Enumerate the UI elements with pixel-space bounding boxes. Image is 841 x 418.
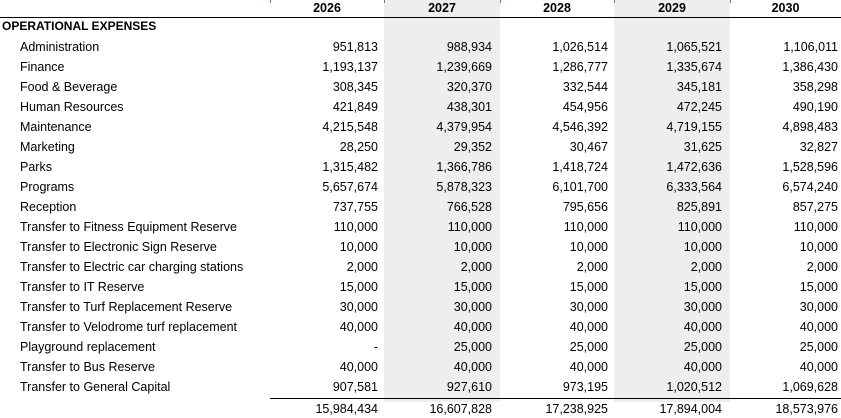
table-row bbox=[0, 177, 841, 197]
table-row bbox=[0, 297, 841, 317]
total-cell[interactable]: 15,984,434 bbox=[315, 402, 378, 416]
value-cell[interactable]: 1,193,137 bbox=[322, 60, 378, 74]
row-label[interactable]: Transfer to Bus Reserve bbox=[20, 360, 156, 374]
value-cell[interactable]: 1,528,596 bbox=[782, 160, 838, 174]
row-label[interactable]: Finance bbox=[20, 60, 65, 74]
table-row bbox=[0, 337, 841, 357]
value-cell[interactable]: 40,000 bbox=[339, 360, 378, 374]
value-cell[interactable]: 10,000 bbox=[569, 240, 608, 254]
value-cell[interactable]: 40,000 bbox=[453, 320, 492, 334]
table-row bbox=[0, 197, 841, 217]
value-cell[interactable]: 332,544 bbox=[562, 80, 608, 94]
value-cell[interactable]: 4,719,155 bbox=[666, 120, 722, 134]
value-cell[interactable]: 1,069,628 bbox=[782, 380, 838, 394]
value-cell[interactable]: 1,239,669 bbox=[436, 60, 492, 74]
value-cell[interactable]: 10,000 bbox=[339, 240, 378, 254]
totals-row bbox=[0, 399, 841, 418]
value-cell[interactable]: 32,827 bbox=[799, 140, 838, 154]
table-row bbox=[0, 317, 841, 337]
value-cell[interactable]: 6,333,564 bbox=[666, 180, 722, 194]
table-row bbox=[0, 237, 841, 257]
value-cell[interactable]: 15,000 bbox=[683, 280, 722, 294]
value-cell[interactable]: 951,813 bbox=[332, 40, 378, 54]
total-cell[interactable]: 18,573,976 bbox=[775, 402, 838, 416]
value-cell[interactable]: 2,000 bbox=[576, 260, 608, 274]
table-row bbox=[0, 137, 841, 157]
year-header-cell[interactable]: 2028 bbox=[543, 1, 571, 15]
value-cell[interactable]: 358,298 bbox=[792, 80, 838, 94]
row-label[interactable]: Transfer to Electric car charging stations bbox=[20, 260, 244, 274]
value-cell[interactable]: 40,000 bbox=[683, 320, 722, 334]
value-cell[interactable]: 40,000 bbox=[569, 320, 608, 334]
year-header-cell[interactable]: 2027 bbox=[428, 1, 456, 15]
value-cell[interactable]: 30,000 bbox=[569, 300, 608, 314]
value-cell[interactable]: 6,101,700 bbox=[552, 180, 608, 194]
value-cell[interactable]: 25,000 bbox=[453, 340, 492, 354]
row-label[interactable]: Playground replacement bbox=[20, 340, 156, 354]
value-cell[interactable]: 1,065,521 bbox=[666, 40, 722, 54]
row-label[interactable]: Reception bbox=[20, 200, 77, 214]
value-cell[interactable]: 40,000 bbox=[453, 360, 492, 374]
value-cell[interactable]: - bbox=[373, 340, 378, 354]
value-cell[interactable]: 10,000 bbox=[453, 240, 492, 254]
value-cell[interactable]: 5,878,323 bbox=[436, 180, 492, 194]
total-cell[interactable]: 17,894,004 bbox=[659, 402, 722, 416]
value-cell[interactable]: 25,000 bbox=[569, 340, 608, 354]
value-cell[interactable]: 454,956 bbox=[562, 100, 608, 114]
value-cell[interactable]: 4,898,483 bbox=[782, 120, 838, 134]
row-label[interactable]: Administration bbox=[20, 40, 100, 54]
year-header-cell[interactable]: 2030 bbox=[771, 1, 800, 15]
value-cell[interactable]: 1,286,777 bbox=[552, 60, 608, 74]
year-header-row bbox=[0, 0, 841, 18]
value-cell[interactable]: 907,581 bbox=[332, 380, 378, 394]
table-row bbox=[0, 157, 841, 177]
value-cell[interactable]: 1,386,430 bbox=[782, 60, 838, 74]
value-cell[interactable]: 10,000 bbox=[799, 240, 838, 254]
value-cell[interactable]: 438,301 bbox=[446, 100, 492, 114]
value-cell[interactable]: 4,215,548 bbox=[322, 120, 378, 134]
total-cell[interactable]: 17,238,925 bbox=[545, 402, 608, 416]
value-cell[interactable]: 973,195 bbox=[562, 380, 608, 394]
table-row bbox=[0, 117, 841, 137]
value-cell[interactable]: 825,891 bbox=[676, 200, 722, 214]
value-cell[interactable]: 40,000 bbox=[799, 320, 838, 334]
value-cell[interactable]: 1,315,482 bbox=[322, 160, 378, 174]
value-cell[interactable]: 2,000 bbox=[690, 260, 722, 274]
value-cell[interactable]: 10,000 bbox=[683, 240, 722, 254]
value-cell[interactable]: 15,000 bbox=[569, 280, 608, 294]
year-header-cell[interactable]: 2029 bbox=[658, 1, 686, 15]
value-cell[interactable]: 110,000 bbox=[333, 220, 378, 234]
value-cell[interactable]: 1,418,724 bbox=[552, 160, 608, 174]
section-title[interactable]: OPERATIONAL EXPENSES bbox=[2, 19, 157, 33]
row-label[interactable]: Human Resources bbox=[20, 100, 124, 114]
value-cell[interactable]: 1,472,636 bbox=[666, 160, 722, 174]
table-row bbox=[0, 217, 841, 237]
row-label[interactable]: Food & Beverage bbox=[20, 80, 118, 94]
value-cell[interactable]: 1,106,011 bbox=[783, 40, 838, 54]
row-label[interactable]: Programs bbox=[20, 180, 75, 194]
row-label[interactable]: Transfer to Turf Replacement Reserve bbox=[20, 300, 233, 314]
value-cell[interactable]: 15,000 bbox=[339, 280, 378, 294]
value-cell[interactable]: 421,849 bbox=[332, 100, 378, 114]
value-cell[interactable]: 1,026,514 bbox=[552, 40, 608, 54]
row-label[interactable]: Transfer to General Capital bbox=[20, 380, 171, 394]
value-cell[interactable]: 40,000 bbox=[339, 320, 378, 334]
value-cell[interactable]: 110,000 bbox=[677, 220, 722, 234]
value-cell[interactable]: 6,574,240 bbox=[782, 180, 838, 194]
total-cell[interactable]: 16,607,828 bbox=[429, 402, 492, 416]
year-header-cell[interactable]: 2026 bbox=[313, 1, 341, 15]
value-cell[interactable]: 795,656 bbox=[562, 200, 608, 214]
value-cell[interactable]: 110,000 bbox=[793, 220, 838, 234]
value-cell[interactable]: 25,000 bbox=[799, 340, 838, 354]
value-cell[interactable]: 30,000 bbox=[453, 300, 492, 314]
table-row bbox=[0, 37, 841, 57]
value-cell[interactable]: 2,000 bbox=[460, 260, 492, 274]
value-cell[interactable]: 737,755 bbox=[332, 200, 378, 214]
value-cell[interactable]: 110,000 bbox=[563, 220, 608, 234]
value-cell[interactable]: 4,546,392 bbox=[552, 120, 608, 134]
value-cell[interactable]: 40,000 bbox=[799, 360, 838, 374]
value-cell[interactable]: 30,467 bbox=[569, 140, 608, 154]
value-cell[interactable]: 31,625 bbox=[683, 140, 722, 154]
value-cell[interactable]: 2,000 bbox=[806, 260, 838, 274]
row-label[interactable]: Transfer to Velodrome turf replacement bbox=[20, 320, 237, 334]
value-cell[interactable]: 857,275 bbox=[792, 200, 838, 214]
value-cell[interactable]: 2,000 bbox=[346, 260, 378, 274]
value-cell[interactable]: 5,657,674 bbox=[322, 180, 378, 194]
row-label[interactable]: Parks bbox=[20, 160, 52, 174]
table-row bbox=[0, 77, 841, 97]
row-label[interactable]: Transfer to IT Reserve bbox=[20, 280, 145, 294]
table-row bbox=[0, 357, 841, 377]
row-label[interactable]: Maintenance bbox=[20, 120, 92, 134]
value-cell[interactable]: 28,250 bbox=[339, 140, 378, 154]
value-cell[interactable]: 110,000 bbox=[447, 220, 492, 234]
value-cell[interactable]: 766,528 bbox=[446, 200, 492, 214]
value-cell[interactable]: 472,245 bbox=[676, 100, 722, 114]
value-cell[interactable]: 490,190 bbox=[792, 100, 838, 114]
value-cell[interactable]: 15,000 bbox=[799, 280, 838, 294]
table-row bbox=[0, 377, 841, 397]
value-cell[interactable]: 308,345 bbox=[332, 80, 378, 94]
value-cell[interactable]: 1,335,674 bbox=[666, 60, 722, 74]
table-row bbox=[0, 277, 841, 297]
value-cell[interactable]: 25,000 bbox=[683, 340, 722, 354]
value-cell[interactable]: 30,000 bbox=[799, 300, 838, 314]
row-label[interactable]: Marketing bbox=[20, 140, 75, 154]
value-cell[interactable]: 927,610 bbox=[446, 380, 492, 394]
value-cell[interactable]: 988,934 bbox=[446, 40, 492, 54]
table-row bbox=[0, 97, 841, 117]
value-cell[interactable]: 320,370 bbox=[446, 80, 492, 94]
row-label[interactable]: Transfer to Electronic Sign Reserve bbox=[20, 240, 217, 254]
row-label[interactable]: Transfer to Fitness Equipment Reserve bbox=[20, 220, 237, 234]
table-row bbox=[0, 57, 841, 77]
value-cell[interactable]: 4,379,954 bbox=[436, 120, 492, 134]
value-cell[interactable]: 29,352 bbox=[453, 140, 492, 154]
value-cell[interactable]: 30,000 bbox=[339, 300, 378, 314]
value-cell[interactable]: 40,000 bbox=[683, 360, 722, 374]
value-cell[interactable]: 1,020,512 bbox=[666, 380, 722, 394]
value-cell[interactable]: 30,000 bbox=[683, 300, 722, 314]
value-cell[interactable]: 345,181 bbox=[676, 80, 722, 94]
table-row bbox=[0, 257, 841, 277]
value-cell[interactable]: 40,000 bbox=[569, 360, 608, 374]
value-cell[interactable]: 1,366,786 bbox=[436, 160, 492, 174]
value-cell[interactable]: 15,000 bbox=[453, 280, 492, 294]
